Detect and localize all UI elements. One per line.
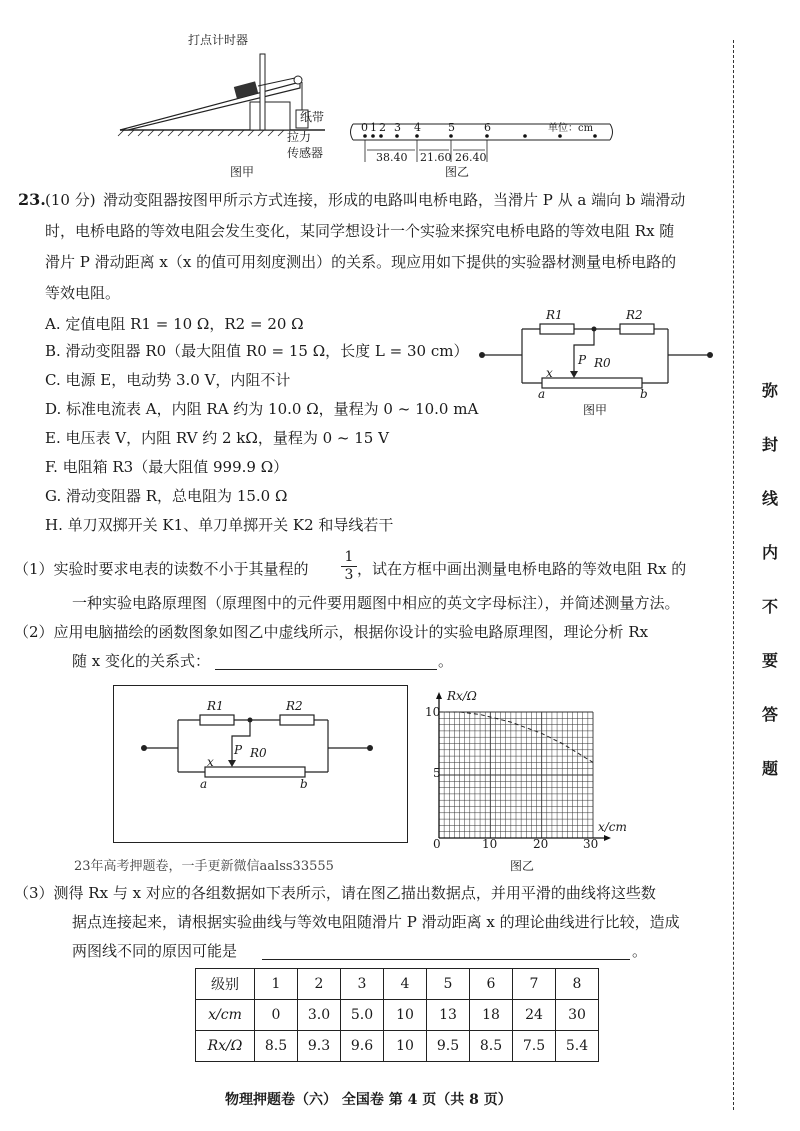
part1-text-a: （1）实验时要求电表的读数不小于其量程的 (14, 560, 309, 578)
circuit-box-b: b (300, 777, 308, 791)
stem-line-1: 滑动变阻器按图甲所示方式连接，形成的电路叫电桥电路，当滑片 P 从 a 端向 b 端滑动 (103, 191, 686, 209)
tape-mark-5: 5 (448, 121, 455, 134)
seal-char-8: 题 (762, 759, 779, 778)
fraction-numerator: 1 (341, 549, 357, 567)
part3-line-1: （3）测得 Rx 与 x 对应的各组数据如下表所示，请在图乙描出数据点，并用平滑的曲线将这些数 (14, 884, 656, 902)
stem-line-2: 时，电桥电路的等效电阻会发生变化，某同学想设计一个实验来探究电桥电路的等效电阻 Rx 随 (45, 222, 675, 240)
tape-mark-1: 1 (370, 121, 377, 134)
graph-ytick-5: 5 (433, 766, 441, 780)
tape-unit: 单位：cm (548, 123, 594, 134)
circuit-a-p: P (578, 353, 587, 367)
question-score: (10 分) (45, 191, 96, 209)
seal-char-4: 内 (762, 543, 779, 562)
tape-mark-3: 3 (394, 121, 401, 134)
part2-answer-blank[interactable] (215, 654, 437, 670)
graph-xtick-20: 20 (533, 837, 549, 851)
item-d: D. 标准电流表 A，内阻 RA 约为 10.0 Ω，量程为 0 ~ 10.0 mA (45, 400, 479, 418)
graph-xlabel: x/cm (598, 820, 627, 834)
circuit-a-b: b (640, 387, 648, 401)
table-cell: 10 (384, 1031, 427, 1062)
seal-line (733, 40, 734, 1110)
fraction-denominator: 3 (344, 567, 354, 583)
circuit-box-a: a (200, 777, 208, 791)
graph-xtick-10: 10 (482, 837, 498, 851)
circuit-box-x: x (207, 755, 214, 769)
part1-fraction (341, 549, 357, 584)
table-cell: 2 (298, 969, 341, 1000)
seal-char-2: 封 (762, 435, 779, 454)
seal-char-5: 不 (762, 597, 779, 616)
table-cell: 3 (341, 969, 384, 1000)
tape-mark-0: 0 (361, 121, 368, 134)
fig-a-caption: 图甲 (230, 165, 255, 179)
table-cell: 3.0 (298, 1000, 341, 1031)
table-cell: 10 (384, 1000, 427, 1031)
part3-line-2: 据点连接起来，请根据实验曲线与等效电阻随滑片 P 滑动距离 x 的理论曲线进行比较，造成 (72, 913, 680, 931)
fig-b-caption: 图乙 (445, 165, 470, 179)
item-a: A. 定值电阻 R1 = 10 Ω，R2 = 20 Ω (45, 315, 304, 333)
table-cell: 8.5 (470, 1031, 513, 1062)
tape-mark-2: 2 (379, 121, 386, 134)
table-cell: 9.6 (341, 1031, 384, 1062)
graph-ytick-10: 10 (425, 705, 441, 719)
table-cell: 9.5 (427, 1031, 470, 1062)
graph-caption: 图乙 (510, 859, 535, 873)
part1-text-b: ，试在方框中画出测量电桥电路的等效电阻 Rx 的 (357, 560, 687, 578)
circuit-a-r0: R0 (594, 356, 611, 370)
part3-line-3-b: 。 (632, 942, 648, 960)
table-row-x (196, 1000, 599, 1031)
timer-label: 打点计时器 (188, 33, 249, 47)
stem-line-3: 滑片 P 滑动距离 x（x 的值可用刻度测出）的关系。现应用如下提供的实验器材测量电桥电路的 (45, 253, 677, 271)
tape-label: 纸带 (300, 110, 325, 124)
table-cell: 5.0 (341, 1000, 384, 1031)
table-cell: 6 (470, 969, 513, 1000)
circuit-box-p: P (234, 743, 243, 757)
table-cell: 1 (255, 969, 298, 1000)
item-h: H. 单刀双掷开关 K1、单刀单掷开关 K2 和导线若干 (45, 516, 394, 534)
graph-axes (436, 692, 611, 841)
table-row-r (196, 1031, 599, 1062)
part2-line-2-b: 。 (438, 652, 454, 670)
circuit-a-r1: R1 (546, 308, 563, 322)
table-cell: 级别 (196, 969, 255, 1000)
stem-line-4: 等效电阻。 (45, 284, 121, 302)
circuit-a-a: a (538, 387, 546, 401)
part2-line-2-a: 随 x 变化的关系式： (72, 652, 210, 670)
seal-char-1: 弥 (762, 381, 779, 400)
tape-mark-6: 6 (484, 121, 491, 134)
table-cell: x/cm (196, 1000, 255, 1031)
item-b: B. 滑动变阻器 R0（最大阻值 R0 = 15 Ω，长度 L = 30 cm） (45, 342, 469, 360)
circuit-a-r2: R2 (626, 308, 643, 322)
circuit-box-r0: R0 (250, 746, 267, 760)
part1-line-2: 一种实验电路原理图（原理图中的元件要用题图中相应的英文字母标注），并简述测量方法。 (72, 594, 680, 612)
item-c: C. 电源 E，电动势 3.0 V，内阻不计 (45, 371, 291, 389)
tape-dim-2: 21.60 (420, 151, 452, 164)
table-cell: Rx/Ω (196, 1031, 255, 1062)
table-cell: 24 (513, 1000, 556, 1031)
part3-answer-blank[interactable] (262, 944, 630, 960)
table-cell: 7.5 (513, 1031, 556, 1062)
tape-dim-1: 38.40 (376, 151, 408, 164)
table-cell: 5.4 (556, 1031, 599, 1062)
table-cell: 9.3 (298, 1031, 341, 1062)
circuit-a-caption: 图甲 (583, 403, 608, 417)
data-table (195, 968, 599, 1062)
question-number: 23. (18, 190, 46, 209)
sensor-label-1: 拉力 (287, 130, 312, 144)
graph-xtick-0: 0 (433, 837, 441, 851)
graph-xtick-30: 30 (583, 837, 599, 851)
item-f: F. 电阻箱 R3（最大阻值 999.9 Ω） (45, 458, 289, 476)
item-e: E. 电压表 V，内阻 RV 约 2 kΩ，量程为 0 ~ 15 V (45, 429, 389, 447)
table-cell: 30 (556, 1000, 599, 1031)
table-cell: 8.5 (255, 1031, 298, 1062)
seal-char-6: 要 (762, 651, 779, 670)
graph-grid (439, 712, 593, 838)
graph-ylabel: Rx/Ω (447, 689, 477, 703)
table-row-header (196, 969, 599, 1000)
table-cell: 5 (427, 969, 470, 1000)
part2-line-1: （2）应用电脑描绘的函数图象如图乙中虚线所示，根据你设计的实验电路原理图，理论分析 Rx (14, 623, 649, 641)
table-cell: 18 (470, 1000, 513, 1031)
tape-mark-4: 4 (414, 121, 421, 134)
circuit-a-x: x (546, 366, 553, 380)
circuit-box-r2: R2 (286, 699, 303, 713)
table-cell: 4 (384, 969, 427, 1000)
watermark-text: 23年高考押题卷，一手更新微信aalss33555 (74, 859, 334, 874)
item-g: G. 滑动变阻器 R，总电阻为 15.0 Ω (45, 487, 288, 505)
table-cell: 13 (427, 1000, 470, 1031)
page-footer: 物理押题卷（六） 全国卷 第 4 页（共 8 页） (225, 1092, 512, 1108)
circuit-box-r1: R1 (207, 699, 224, 713)
part3-line-3-a: 两图线不同的原因可能是 (72, 942, 238, 960)
seal-char-7: 答 (762, 705, 779, 724)
seal-char-3: 线 (762, 489, 779, 508)
table-cell: 0 (255, 1000, 298, 1031)
table-cell: 7 (513, 969, 556, 1000)
tape-dim-3: 26.40 (455, 151, 487, 164)
y-axis-arrow-icon (436, 692, 442, 699)
table-cell: 8 (556, 969, 599, 1000)
sensor-label-2: 传感器 (287, 146, 324, 160)
